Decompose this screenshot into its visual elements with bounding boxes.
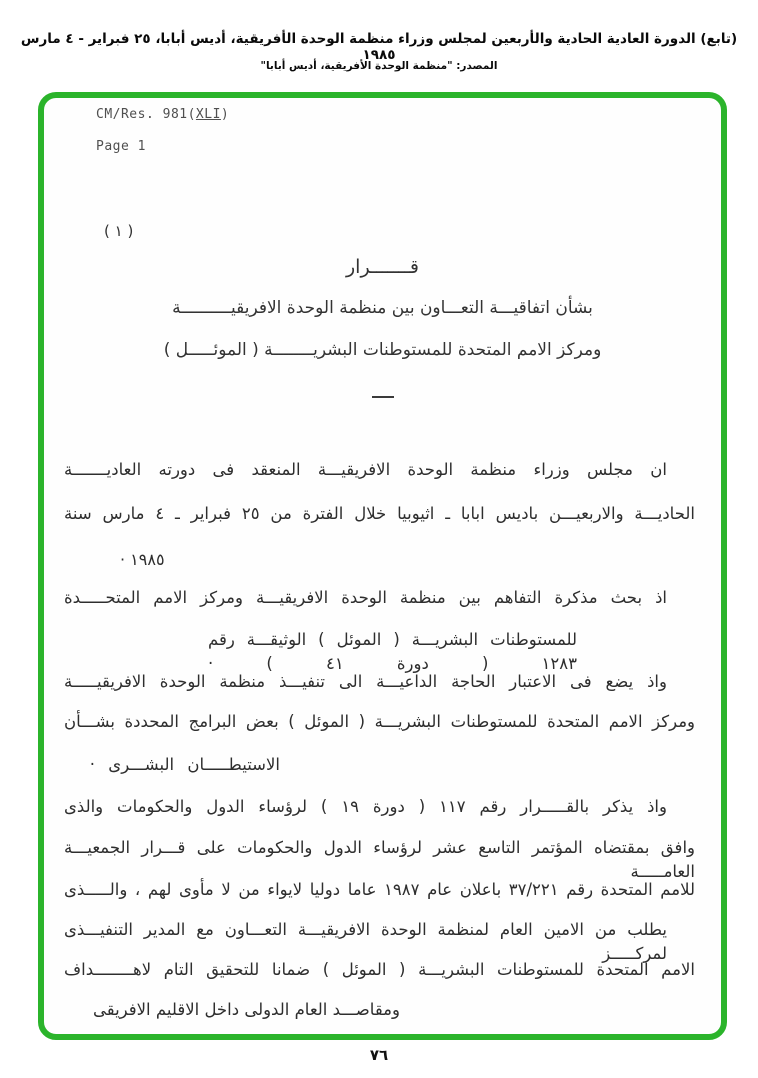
caption-line1: (تابع) الدورة العادية الحادية والأربعين لمجلس وزراء منظمة الوحدة الأفريقية، أديس أبابا، ٢٥ فبراير - ٤ مارس ١٩٨٥ (20, 31, 738, 63)
body-line: ومركز الامم المتحدة للمستوطنات البشريـــة ( الموئل ) بعض البرامج المحددة بشـــأن (64, 712, 695, 731)
reference-prefix: CM/Res. 981( (96, 107, 196, 122)
source-label: المصدر: (456, 60, 498, 72)
page-number: ٧٦ (369, 1046, 389, 1064)
source-value: "منظمة الوحدة الأفريقية، أديس أبابا" (260, 60, 453, 72)
body-line: للامم المتحدة رقم ٣٧/٢٢١ باعلان عام ١٩٨٧ عاما دوليا لايواء من لا مأوى لهم ، والـــــذى (64, 880, 695, 899)
document-reference (96, 107, 229, 122)
item-number: ( ١ ) (104, 222, 134, 240)
body-line: يطلب من الامين العام لمنظمة الوحدة الافريقيـــة التعـــاون مع المدير التنفيـــذى لمركـــــز (64, 920, 667, 963)
body-line: واذ يضع فى الاعتبار الحاجة الداعيـــة الى تنفيـــذ منظمة الوحدة الافريقيـــــة (64, 672, 667, 691)
reference-suffix: ) (220, 107, 230, 122)
body-line: ان مجلس وزراء منظمة الوحدة الافريقيـــة المنعقد فى دورته العاديـــــــة (64, 460, 667, 479)
body-line-year: ١٩٨٥ · (120, 550, 165, 569)
body-line: واذ يذكر بالقـــــرار رقم ١١٧ ( دورة ١٩ ) لرؤساء الدول والحكومات والذى (64, 797, 667, 816)
body-line: اذ بحث مذكرة التفاهم بين منظمة الوحدة الافريقيـــة ومركز الامم المتحـــــدة (64, 588, 667, 607)
page-label: Page 1 (96, 139, 146, 154)
resolution-title: قـــــــرار (346, 256, 419, 278)
caption-source-line (10, 60, 748, 72)
body-line: الاستيطـــــان البشـــرى · (89, 755, 280, 774)
separator-dash (372, 396, 394, 398)
resolution-subtitle-line2: ومركز الامم المتحدة للمستوطنات البشريــــــــة ( الموئـــــل ) (163, 340, 602, 360)
body-line: الحاديـــة والاربعيـــن باديس ابابا ـ اثيوبيا خلال الفترة من ٢٥ فبراير ـ ٤ مارس سنة (64, 504, 695, 523)
body-line: الامم المتحدة للمستوطنات البشريـــة ( الموئل ) ضمانا للتحقيق التام لاهــــــــداف (64, 960, 695, 979)
body-line: ومقاصـــد العام الدولى داخل الاقليم الافريقى (92, 1000, 400, 1019)
body-line: وافق بمقتضاه المؤتمر التاسع عشر لرؤساء الدول والحكومات على قـــرار الجمعيـــة العامـــــة (64, 838, 695, 881)
body-line: للمستوطنات البشريـــة ( الموئل ) الوثيقـــة رقم ١٢٨٣ ( دورة ٤١ ) · (208, 630, 577, 673)
green-highlight-frame (38, 92, 727, 1040)
reference-session-roman: XLI (195, 107, 221, 122)
resolution-subtitle-line1: بشأن اتفاقيـــة التعـــاون بين منظمة الوحدة الافريقيــــــــــة (172, 298, 593, 318)
